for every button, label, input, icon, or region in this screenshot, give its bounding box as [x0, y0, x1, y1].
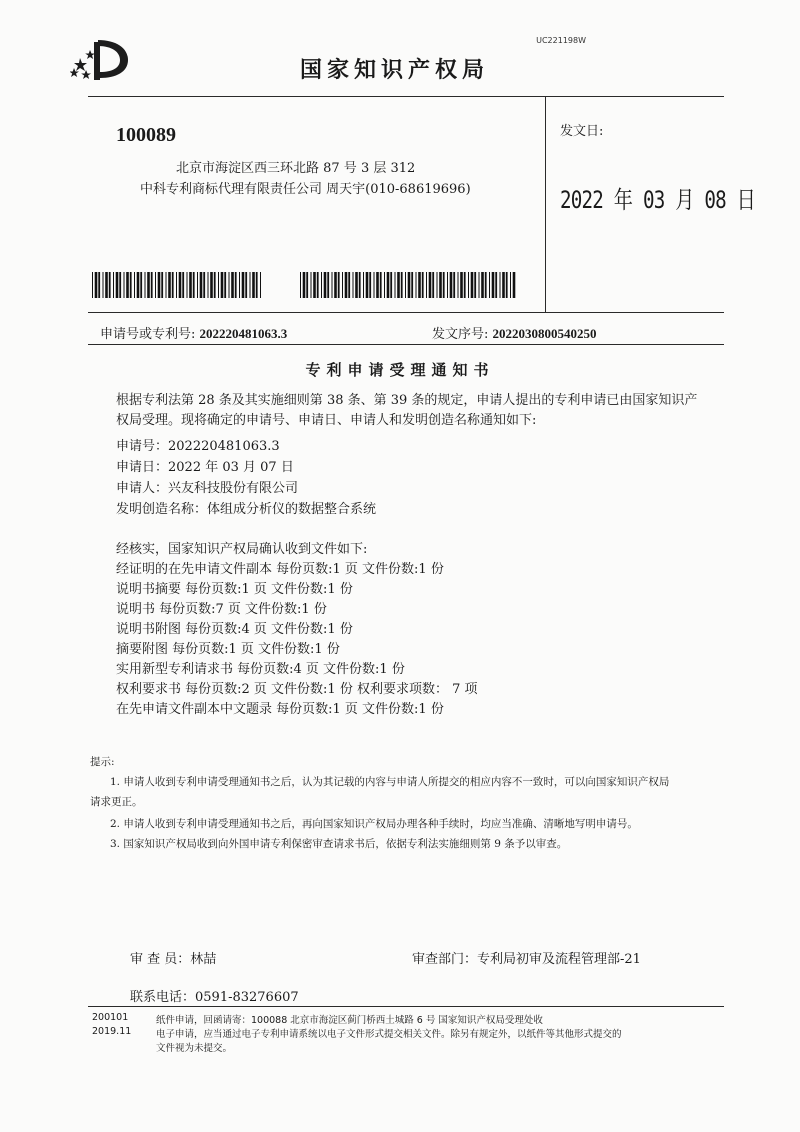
header-rule: [88, 96, 724, 97]
field-application-number: 申请号：202220481063.3: [116, 439, 280, 454]
recipient-address: 北京市海淀区西三环北路 87 号 3 层 312: [176, 161, 416, 176]
field-invention-title: 发明创造名称：体组成分析仪的数据整合系统: [116, 502, 377, 517]
received-item: 实用新型专利请求书 每份页数:4 页 文件份数:1 份: [116, 662, 405, 677]
office-name: 国家知识产权局: [300, 58, 490, 83]
document-serial: [432, 323, 597, 342]
footer-electronic-line-continued: 文件视为未提交。: [156, 1043, 233, 1054]
received-intro: 经核实，国家知识产权局确认收到文件如下:: [116, 542, 368, 557]
application-number: [100, 323, 287, 342]
footer-rule: [88, 1006, 724, 1007]
received-item: 说明书附图 每份页数:4 页 文件份数:1 份: [116, 622, 353, 637]
tips-heading: 提示:: [90, 756, 115, 768]
footer-electronic-line: 电子申请，应当通过电子专利申请系统以电子文件形式提交相关文件。除另有规定外，以纸件等其他形式提交的: [156, 1029, 622, 1040]
footer-form-code: 200101: [92, 1012, 129, 1023]
form-code: UC221198W: [536, 36, 586, 45]
notice-intro-text: 根据专利法第 28 条及其实施细则第 38 条、第 39 条的规定，申请人提出的专利申请已由国家知识产权局受理。现将确定的申请号、申请日、申请人和发明创造名称通知如下:: [116, 393, 698, 428]
document-serial-label: 发文序号:: [432, 327, 489, 342]
footer-form-date: 2019.11: [92, 1026, 132, 1037]
application-number-label: 申请号或专利号:: [100, 327, 196, 342]
postal-code: 100089: [116, 124, 176, 146]
received-item: 权利要求书 每份页数:2 页 文件份数:1 份 权利要求项数： 7 项: [116, 682, 478, 697]
agency-contact: 中科专利商标代理有限责任公司 周天宇(010-68619696): [140, 182, 471, 197]
barcode-right: [300, 272, 518, 298]
notice-title: 专利申请受理通知书: [305, 361, 495, 379]
issue-date-label: 发文日:: [560, 124, 604, 139]
examining-department: 审查部门：专利局初审及流程管理部-21: [412, 952, 641, 967]
barcode-left: [92, 272, 264, 298]
tip-3: 3. 国家知识产权局收到向外国申请专利保密审查请求书后，依据专利法实施细则第 9 条予以审查。: [110, 838, 568, 850]
field-filing-date: 申请日：2022 年 03 月 07 日: [116, 460, 294, 475]
application-number-value: 202220481063.3: [199, 326, 288, 341]
cnipa-logo: [70, 36, 134, 82]
tip-1: 1. 申请人收到专利申请受理通知书之后，认为其记载的内容与申请人所提交的相应内容不一致时，可以向国家知识产权局: [110, 776, 670, 788]
document-serial-value: 2022030800540250: [492, 326, 597, 341]
tip-2: 2. 申请人收到专利申请受理通知书之后，再向国家知识产权局办理各种手续时，均应当准确、清晰地写明申请号。: [110, 818, 638, 830]
barcode-rule: [88, 312, 724, 313]
issue-column-divider: [545, 96, 546, 312]
received-item: 说明书 每份页数:7 页 文件份数:1 份: [116, 602, 327, 617]
issue-date: 2022 年 03 月 08 日: [560, 186, 756, 214]
received-item: 说明书摘要 每份页数:1 页 文件份数:1 份: [116, 582, 353, 597]
received-item: 在先申请文件副本中文题录 每份页数:1 页 文件份数:1 份: [116, 702, 444, 717]
contact-phone: 联系电话：0591-83276607: [130, 990, 299, 1005]
number-rule: [88, 344, 724, 345]
examiner: 审 查 员：林喆: [130, 952, 217, 967]
received-item: 经证明的在先申请文件副本 每份页数:1 页 文件份数:1 份: [116, 562, 444, 577]
notice-intro: [116, 391, 710, 431]
received-item: 摘要附图 每份页数:1 页 文件份数:1 份: [116, 642, 340, 657]
field-applicant: 申请人：兴友科技股份有限公司: [116, 481, 299, 496]
tip-1-continued: 请求更正。: [90, 796, 143, 808]
footer-mail-line: 纸件申请，回函请寄：100088 北京市海淀区蓟门桥西土城路 6 号 国家知识产权局受理处收: [156, 1015, 543, 1026]
